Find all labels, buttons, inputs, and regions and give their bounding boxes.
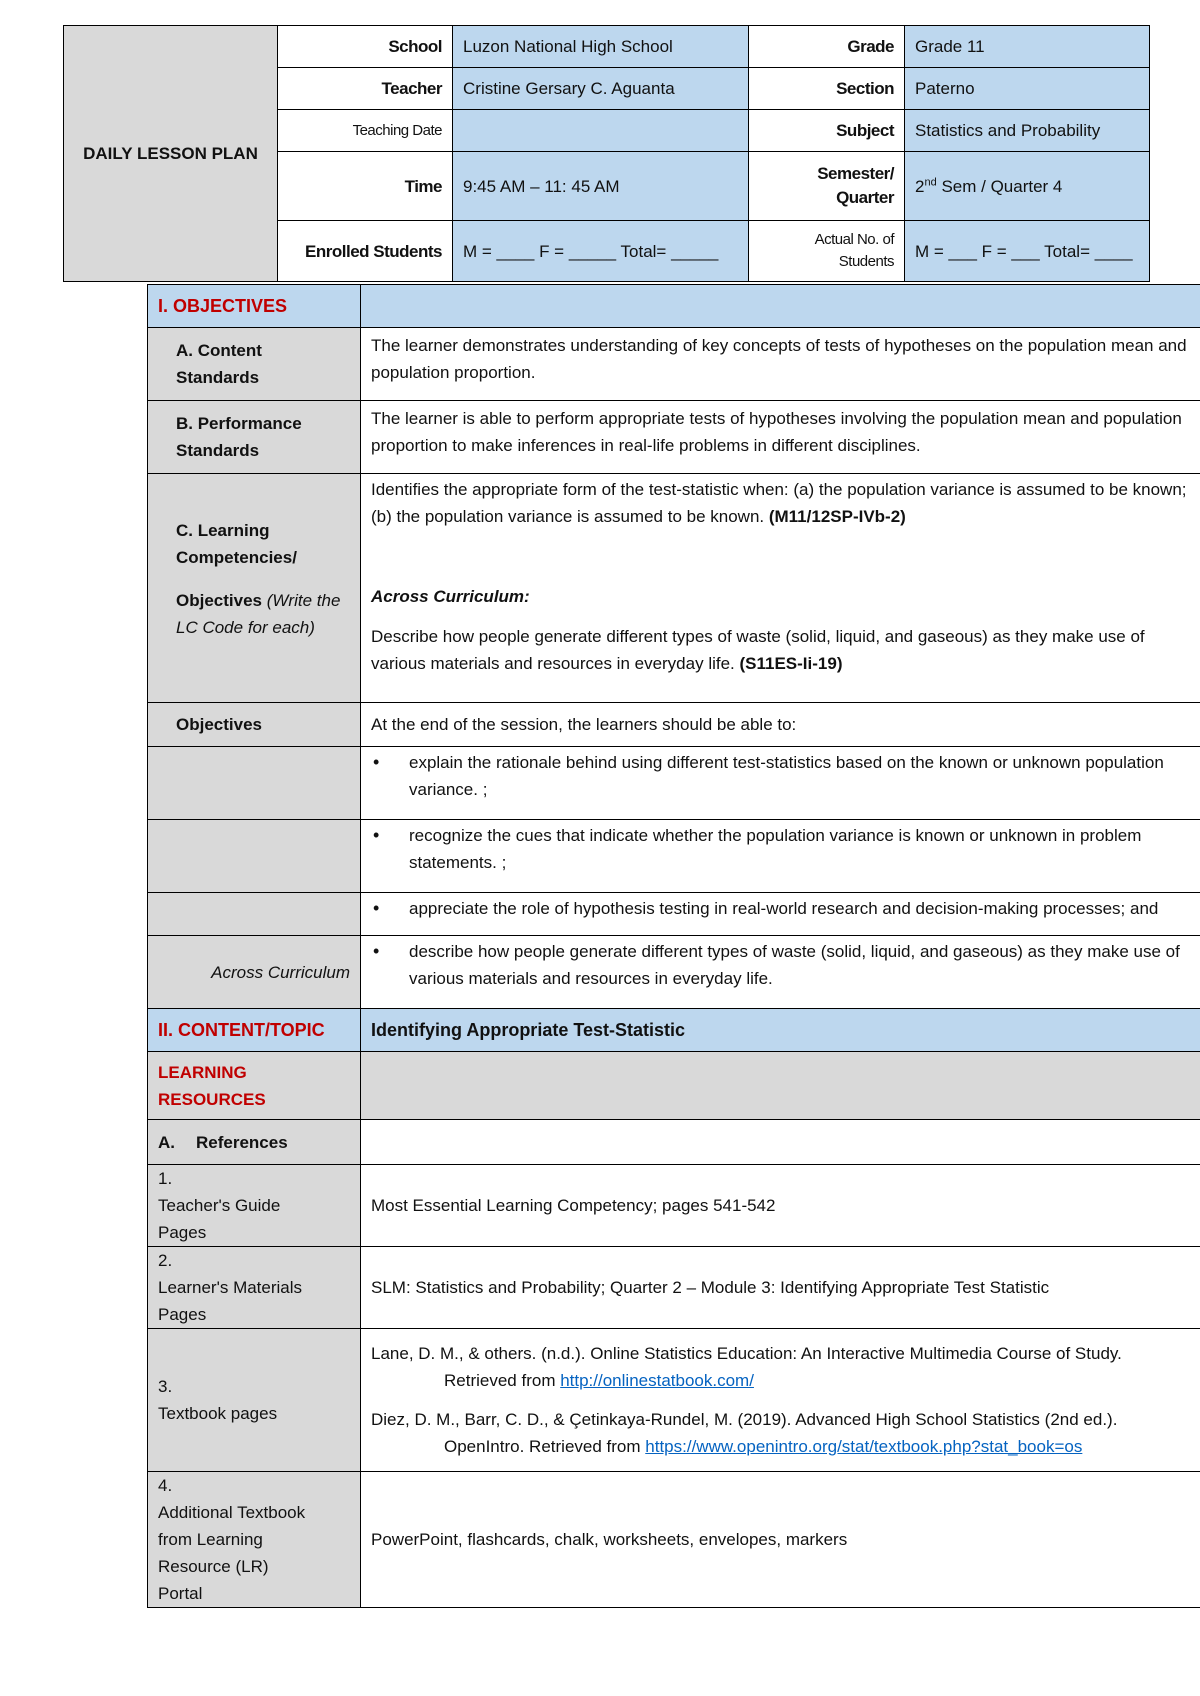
learning-resources-label <box>148 1052 361 1120</box>
content-topic-value: Identifying Appropriate Test-Statistic <box>361 1009 1200 1052</box>
objective-1-blank <box>148 747 361 820</box>
teaching-date-value <box>453 110 749 152</box>
grade-value: Grade 11 <box>905 26 1150 68</box>
objective-1 <box>361 747 1200 820</box>
additional-textbook-num: 4. <box>158 1476 173 1495</box>
lesson-plan-body <box>147 284 1200 1608</box>
objective-2-blank <box>148 820 361 893</box>
learning-resources-line1: LEARNING <box>158 1062 247 1082</box>
lc-code: (M11/12SP-IVb-2) <box>768 507 906 526</box>
enrolled-label: Enrolled Students <box>278 221 453 282</box>
semester-value <box>905 152 1150 221</box>
school-value: Luzon National High School <box>453 26 749 68</box>
learners-materials-text: Learner's Materials Pages <box>158 1278 303 1324</box>
references-num: A. <box>158 1132 175 1152</box>
time-value: 9:45 AM – 11: 45 AM <box>453 152 749 221</box>
enrolled-value: M = ____ F = _____ Total= _____ <box>453 221 749 282</box>
across-curriculum-row-label: Across Curriculum <box>148 936 361 1009</box>
semester-label <box>749 152 905 221</box>
reference-1-text: Lane, D. M., & others. (n.d.). Online Statistics Education: An Interactive Multimedia Course of Study. Retrieved from <box>371 1344 1122 1390</box>
semester-number: 2 <box>915 176 925 196</box>
lesson-plan-header <box>63 25 1150 282</box>
lc-label-note: (Write the LC Code for each) <box>176 591 341 637</box>
additional-textbook-value: PowerPoint, flashcards, chalk, worksheets, envelopes, markers <box>361 1472 1200 1608</box>
semester-label-line1: Semester/ <box>817 164 894 183</box>
reference-2-text: Diez, D. M., Barr, C. D., & Çetinkaya-Rundel, M. (2019). Advanced High School Statistics (2nd ed.). OpenIntro. Retrieved from <box>371 1410 1118 1456</box>
textbook-pages-num: 3. <box>158 1377 173 1396</box>
grade-label: Grade <box>749 26 905 68</box>
actual-label-line2: Students <box>838 253 894 270</box>
across-curriculum-heading: Across Curriculum: <box>371 587 530 606</box>
teacher-value: Cristine Gersary C. Aguanta <box>453 68 749 110</box>
teacher-label: Teacher <box>278 68 453 110</box>
learners-materials-value: SLM: Statistics and Probability; Quarter 2 – Module 3: Identifying Appropriate Test Statistic <box>361 1247 1200 1329</box>
lc-description <box>371 476 1190 530</box>
teachers-guide-label <box>148 1165 361 1247</box>
textbook-pages-label <box>148 1329 361 1472</box>
references-text: References <box>196 1132 288 1152</box>
content-topic-label: II. CONTENT/TOPIC <box>148 1009 361 1052</box>
learners-materials-num: 2. <box>158 1251 173 1270</box>
content-standards-label-line1: A. Content <box>176 341 262 360</box>
learning-competencies-text <box>361 474 1200 703</box>
references-blank <box>361 1120 1200 1165</box>
semester-label-line2: Quarter <box>836 188 894 207</box>
performance-standards-label-line2: Standards <box>176 441 260 460</box>
additional-textbook-text: Additional Textbook from Learning Resource (LR) Portal <box>158 1503 306 1603</box>
semester-rest: Sem / Quarter 4 <box>936 176 1063 196</box>
performance-standards-label-line1: B. Performance <box>176 414 302 433</box>
across-text: Describe how people generate different types of waste (solid, liquid, and gaseous) as they make use of various materials and resources in everyday life. <box>371 627 1145 673</box>
objective-3 <box>361 893 1200 936</box>
teachers-guide-value: Most Essential Learning Competency; pages 541-542 <box>361 1165 1200 1247</box>
across-curriculum-objective <box>361 936 1200 1009</box>
additional-textbook-label <box>148 1472 361 1608</box>
references-label <box>148 1120 361 1165</box>
subject-value: Statistics and Probability <box>905 110 1150 152</box>
objective-3-blank <box>148 893 361 936</box>
lesson-plan-title: DAILY LESSON PLAN <box>64 26 278 282</box>
objective-2 <box>361 820 1200 893</box>
textbook-references <box>361 1329 1200 1472</box>
objectives-section-blank <box>361 285 1200 328</box>
reference-1 <box>371 1340 1190 1394</box>
performance-standards-label <box>148 401 361 474</box>
lc-label-line3: Objectives <box>176 591 262 610</box>
section-value: Paterno <box>905 68 1150 110</box>
objective-3-text: • appreciate the role of hypothesis testing in real-world research and decision-making processes; and <box>371 895 1190 922</box>
textbook-pages-text: Textbook pages <box>158 1404 278 1423</box>
across-curriculum-objective-text: • describe how people generate different types of waste (solid, liquid, and gaseous) as they make use of various materials and resources in everyday life. <box>371 938 1190 992</box>
learning-resources-blank <box>361 1052 1200 1120</box>
learning-resources-line2: RESOURCES <box>158 1089 266 1109</box>
content-standards-label-line2: Standards <box>176 368 260 387</box>
lc-text: Identifies the appropriate form of the test-statistic when: (a) the population variance is assumed to be known; (b) the population variance is assumed to be known. <box>371 480 1187 526</box>
objective-2-text: • recognize the cues that indicate whether the population variance is known or unknown in problem statements. ; <box>371 822 1190 876</box>
content-standards-text: The learner demonstrates understanding of key concepts of tests of hypotheses on the population mean and population proportion. <box>361 328 1200 401</box>
learning-competencies-label <box>148 474 361 703</box>
lc-label-line2: Competencies/ <box>176 548 297 567</box>
teaching-date-label: Teaching Date <box>278 110 453 152</box>
across-code: (S11ES-Ii-19) <box>739 654 843 673</box>
across-curriculum-description <box>371 623 1190 677</box>
lc-label-line1: C. Learning <box>176 521 270 540</box>
reference-2-link[interactable]: https://www.openintro.org/stat/textbook.php?stat_book=os <box>645 1437 1083 1456</box>
objectives-section-label: I. OBJECTIVES <box>148 285 361 328</box>
subject-label: Subject <box>749 110 905 152</box>
objectives-label: Objectives <box>148 703 361 747</box>
objective-1-text: • explain the rationale behind using different test-statistics based on the known or unknown population variance. ; <box>371 749 1190 803</box>
performance-standards-text: The learner is able to perform appropriate tests of hypotheses involving the population mean and population proportion to make inferences in real-life problems in different disciplines. <box>361 401 1200 474</box>
reference-1-link[interactable]: http://onlinestatbook.com/ <box>560 1371 754 1390</box>
actual-students-value: M = ___ F = ___ Total= ____ <box>905 221 1150 282</box>
learners-materials-label <box>148 1247 361 1329</box>
section-label: Section <box>749 68 905 110</box>
school-label: School <box>278 26 453 68</box>
time-label: Time <box>278 152 453 221</box>
objectives-intro: At the end of the session, the learners should be able to: <box>361 703 1200 747</box>
content-standards-label <box>148 328 361 401</box>
teachers-guide-text: Teacher's Guide Pages <box>158 1196 281 1242</box>
actual-students-label <box>749 221 905 282</box>
teachers-guide-num: 1. <box>158 1169 173 1188</box>
actual-label-line1: Actual No. of <box>814 231 894 248</box>
semester-suffix: nd <box>924 175 937 188</box>
reference-2 <box>371 1406 1190 1460</box>
